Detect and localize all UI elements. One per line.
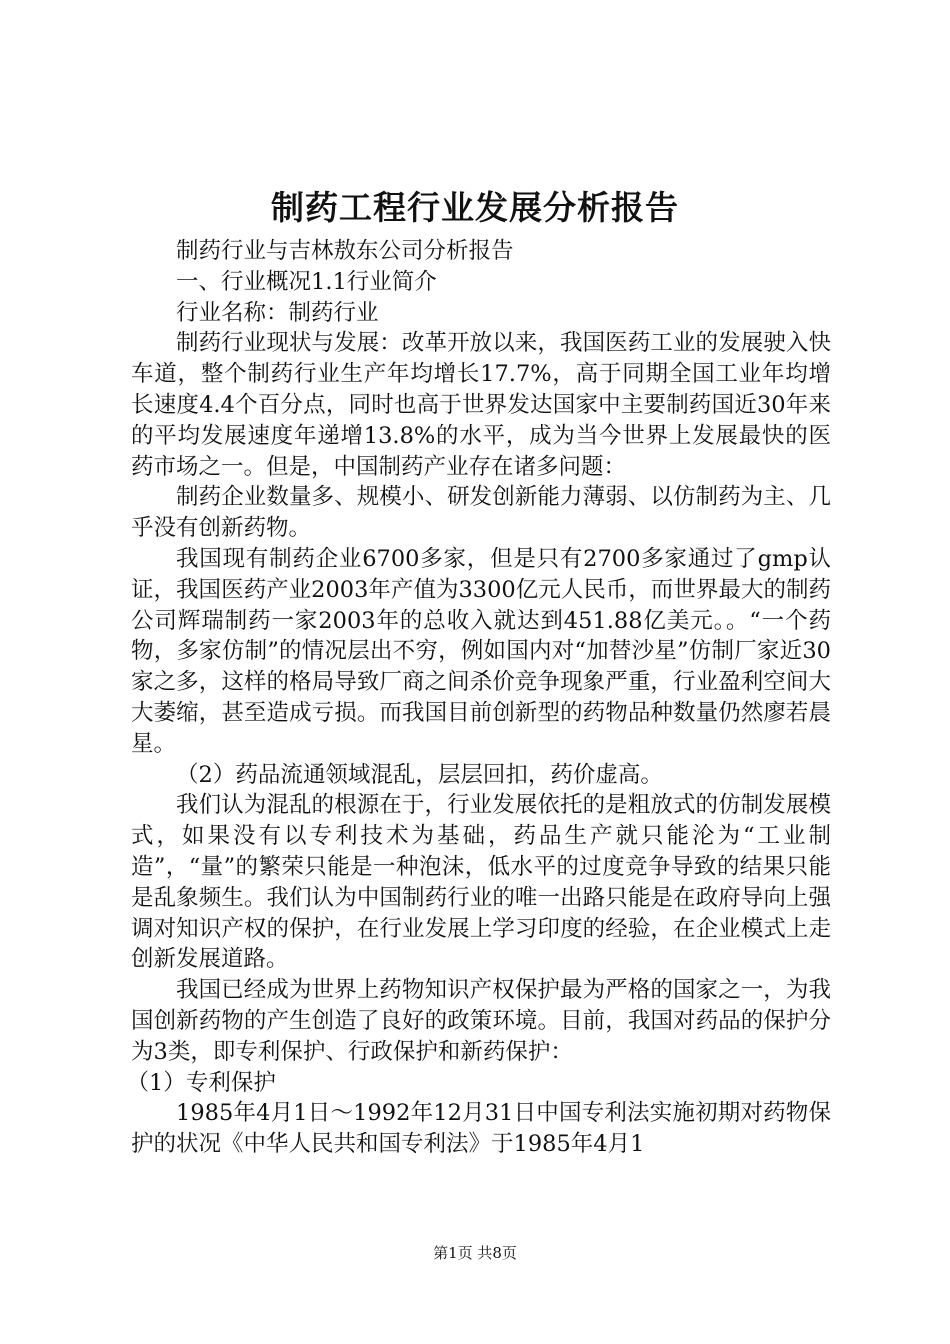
document-title: 制药工程行业发展分析报告 — [271, 188, 679, 227]
page-footer: 第1页 共8页 — [433, 1244, 517, 1262]
paragraph-subtitle: 制药行业与吉林敖东公司分析报告 — [176, 238, 514, 264]
paragraph-enterprise-issues: 制药企业数量多、规模小、研发创新能力薄弱、以仿制药为主、几乎没有创新药物。 — [131, 484, 831, 542]
paragraph-distribution-chaos: （2）药品流通领域混乱，层层回扣，药价虚高。 — [176, 761, 663, 788]
paragraph-section-heading: 一、行业概况1.1行业简介 — [176, 268, 437, 295]
document-body — [126, 236, 831, 1160]
paragraph-industry-status: 制药行业现状与发展：改革开放以来，我国医药工业的发展驶入快车道，整个制药行业生产年均增长17.7%，高于同期全国工业年均增长速度4.4个百分点，同时也高于世界发达国家中主要制药国近30年来的平均发展速度年递增13.8%的水平，成为当今世界上发展最快的医药市场之一。但是，中国制药产业存在诸多问题： — [131, 330, 831, 480]
paragraph-patent-heading: （1）专利保护 — [126, 1069, 276, 1096]
paragraph-ip-protection: 我国已经成为世界上药物知识产权保护最为严格的国家之一，为我国创新药物的产生创造了良好的政策环境。目前，我国对药品的保护分为3类，即专利保护、行政保护和新药保护： — [131, 977, 831, 1065]
paragraph-patent-history: 1985年4月1日～1992年12月31日中国专利法实施初期对药物保护的状况《中华人民共和国专利法》于1985年4月1 — [131, 1100, 831, 1158]
paragraph-industry-name: 行业名称：制药行业 — [176, 299, 379, 326]
paragraph-enterprise-count: 我国现有制药企业6700多家，但是只有2700多家通过了gmp认证，我国医药产业2003年产值为3300亿元人民币，而世界最大的制药公司辉瑞制药一家2003年的总收入就达到451.88亿美元。。“一个药物，多家仿制”的情况层出不穷，例如国内对“加替沙星”仿制厂家近30家之多，这样的格局导致厂商之间杀价竞争现象严重，行业盈利空间大大萎缩，甚至造成亏损。而我国目前创新型的药物品种数量仍然廖若晨星。 — [131, 545, 831, 757]
paragraph-root-cause: 我们认为混乱的根源在于，行业发展依托的是粗放式的仿制发展模式，如果没有以专利技术为基础，药品生产就只能沦为“工业制造”，“量”的繁荣只能是一种泡沫，低水平的过度竞争导致的结果只能是乱象频生。我们认为中国制药行业的唯一出路只能是在政府导向上强调对知识产权的保护，在行业发展上学习印度的经验，在企业模式上走创新发展道路。 — [131, 792, 831, 973]
